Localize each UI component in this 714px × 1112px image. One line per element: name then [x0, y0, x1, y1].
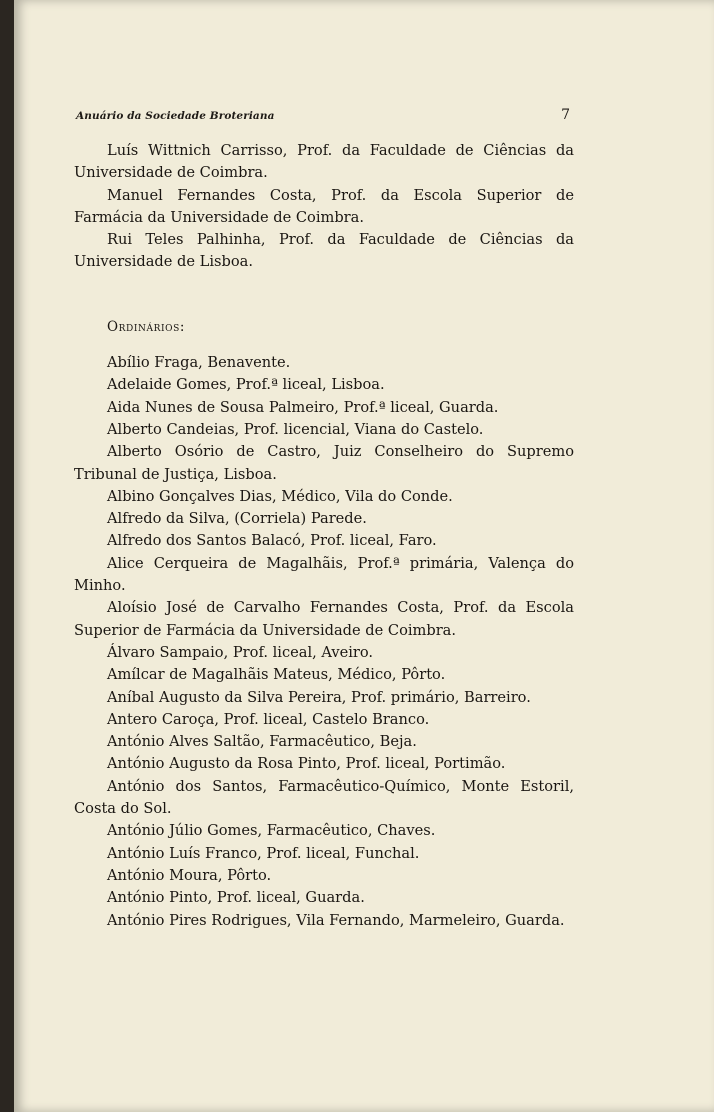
intro-entry: Manuel Fernandes Costa, Prof. da Escola Superior de Farmácia da Universidade de Coimbra. [74, 186, 574, 226]
member-entry: António dos Santos, Farmacêutico-Químico, Monte Estoril, Costa do Sol. [74, 777, 574, 818]
member-entry: António Pinto, Prof. liceal, Guarda. [107, 889, 365, 907]
member-entry: António Alves Saltão, Farmacêutico, Beja. [107, 733, 417, 751]
member-entry: António Luís Franco, Prof. liceal, Funchal. [107, 844, 420, 862]
member-entry: Alice Cerqueira de Magalhãis, Prof.ª primária, Valença do Minho. [74, 554, 574, 595]
intro-entry: Rui Teles Palhinha, Prof. da Faculdade de Ciências da Universidade de Lisboa. [74, 231, 574, 271]
member-entry: Alberto Osório de Castro, Juiz Conselheiro do Supremo Tribunal de Justiça, Lisboa. [74, 443, 574, 483]
book-page [14, 0, 714, 1112]
running-title: Anuário da Sociedade Broteriana [76, 110, 275, 122]
member-entry: Adelaide Gomes, Prof.ª liceal, Lisboa. [107, 376, 385, 394]
page-header [76, 107, 570, 130]
member-entry: Aloísio José de Carvalho Fernandes Costa, Prof. da Escola Superior de Farmácia da Universidade de Coimbra. [74, 599, 574, 639]
member-entry: Aida Nunes de Sousa Palmeiro, Prof.ª liceal, Guarda. [107, 398, 499, 416]
member-entry: Álvaro Sampaio, Prof. liceal, Aveiro. [107, 643, 374, 661]
member-entry: Albino Gonçalves Dias, Médico, Vila do Conde. [107, 487, 453, 505]
member-entry: António Júlio Gomes, Farmacêutico, Chaves. [107, 822, 436, 840]
member-entry: Alberto Candeias, Prof. licencial, Viana do Castelo. [107, 420, 484, 438]
member-entry: Alfredo da Silva, (Corriela) Parede. [107, 510, 367, 528]
member-entry: Amílcar de Magalhãis Mateus, Médico, Pôrto. [107, 666, 446, 684]
member-entry: Abílio Fraga, Benavente. [107, 354, 291, 372]
section-heading: Ordinários: [107, 318, 186, 335]
member-entry: Aníbal Augusto da Silva Pereira, Prof. primário, Barreiro. [107, 688, 531, 706]
page-number: 7 [561, 107, 570, 123]
member-entry: Alfredo dos Santos Balacó, Prof. liceal, Faro. [107, 532, 437, 550]
intro-entry: Luís Wittnich Carrisso, Prof. da Faculdade de Ciências da Universidade de Coimbra. [74, 142, 574, 182]
member-list [74, 140, 574, 932]
member-entry: António Augusto da Rosa Pinto, Prof. liceal, Portimão. [107, 755, 506, 773]
member-entry: António Moura, Pôrto. [107, 866, 272, 884]
member-entry: António Pires Rodrigues, Vila Fernando, Marmeleiro, Guarda. [107, 911, 565, 929]
member-entry: Antero Caroça, Prof. liceal, Castelo Branco. [107, 710, 430, 728]
